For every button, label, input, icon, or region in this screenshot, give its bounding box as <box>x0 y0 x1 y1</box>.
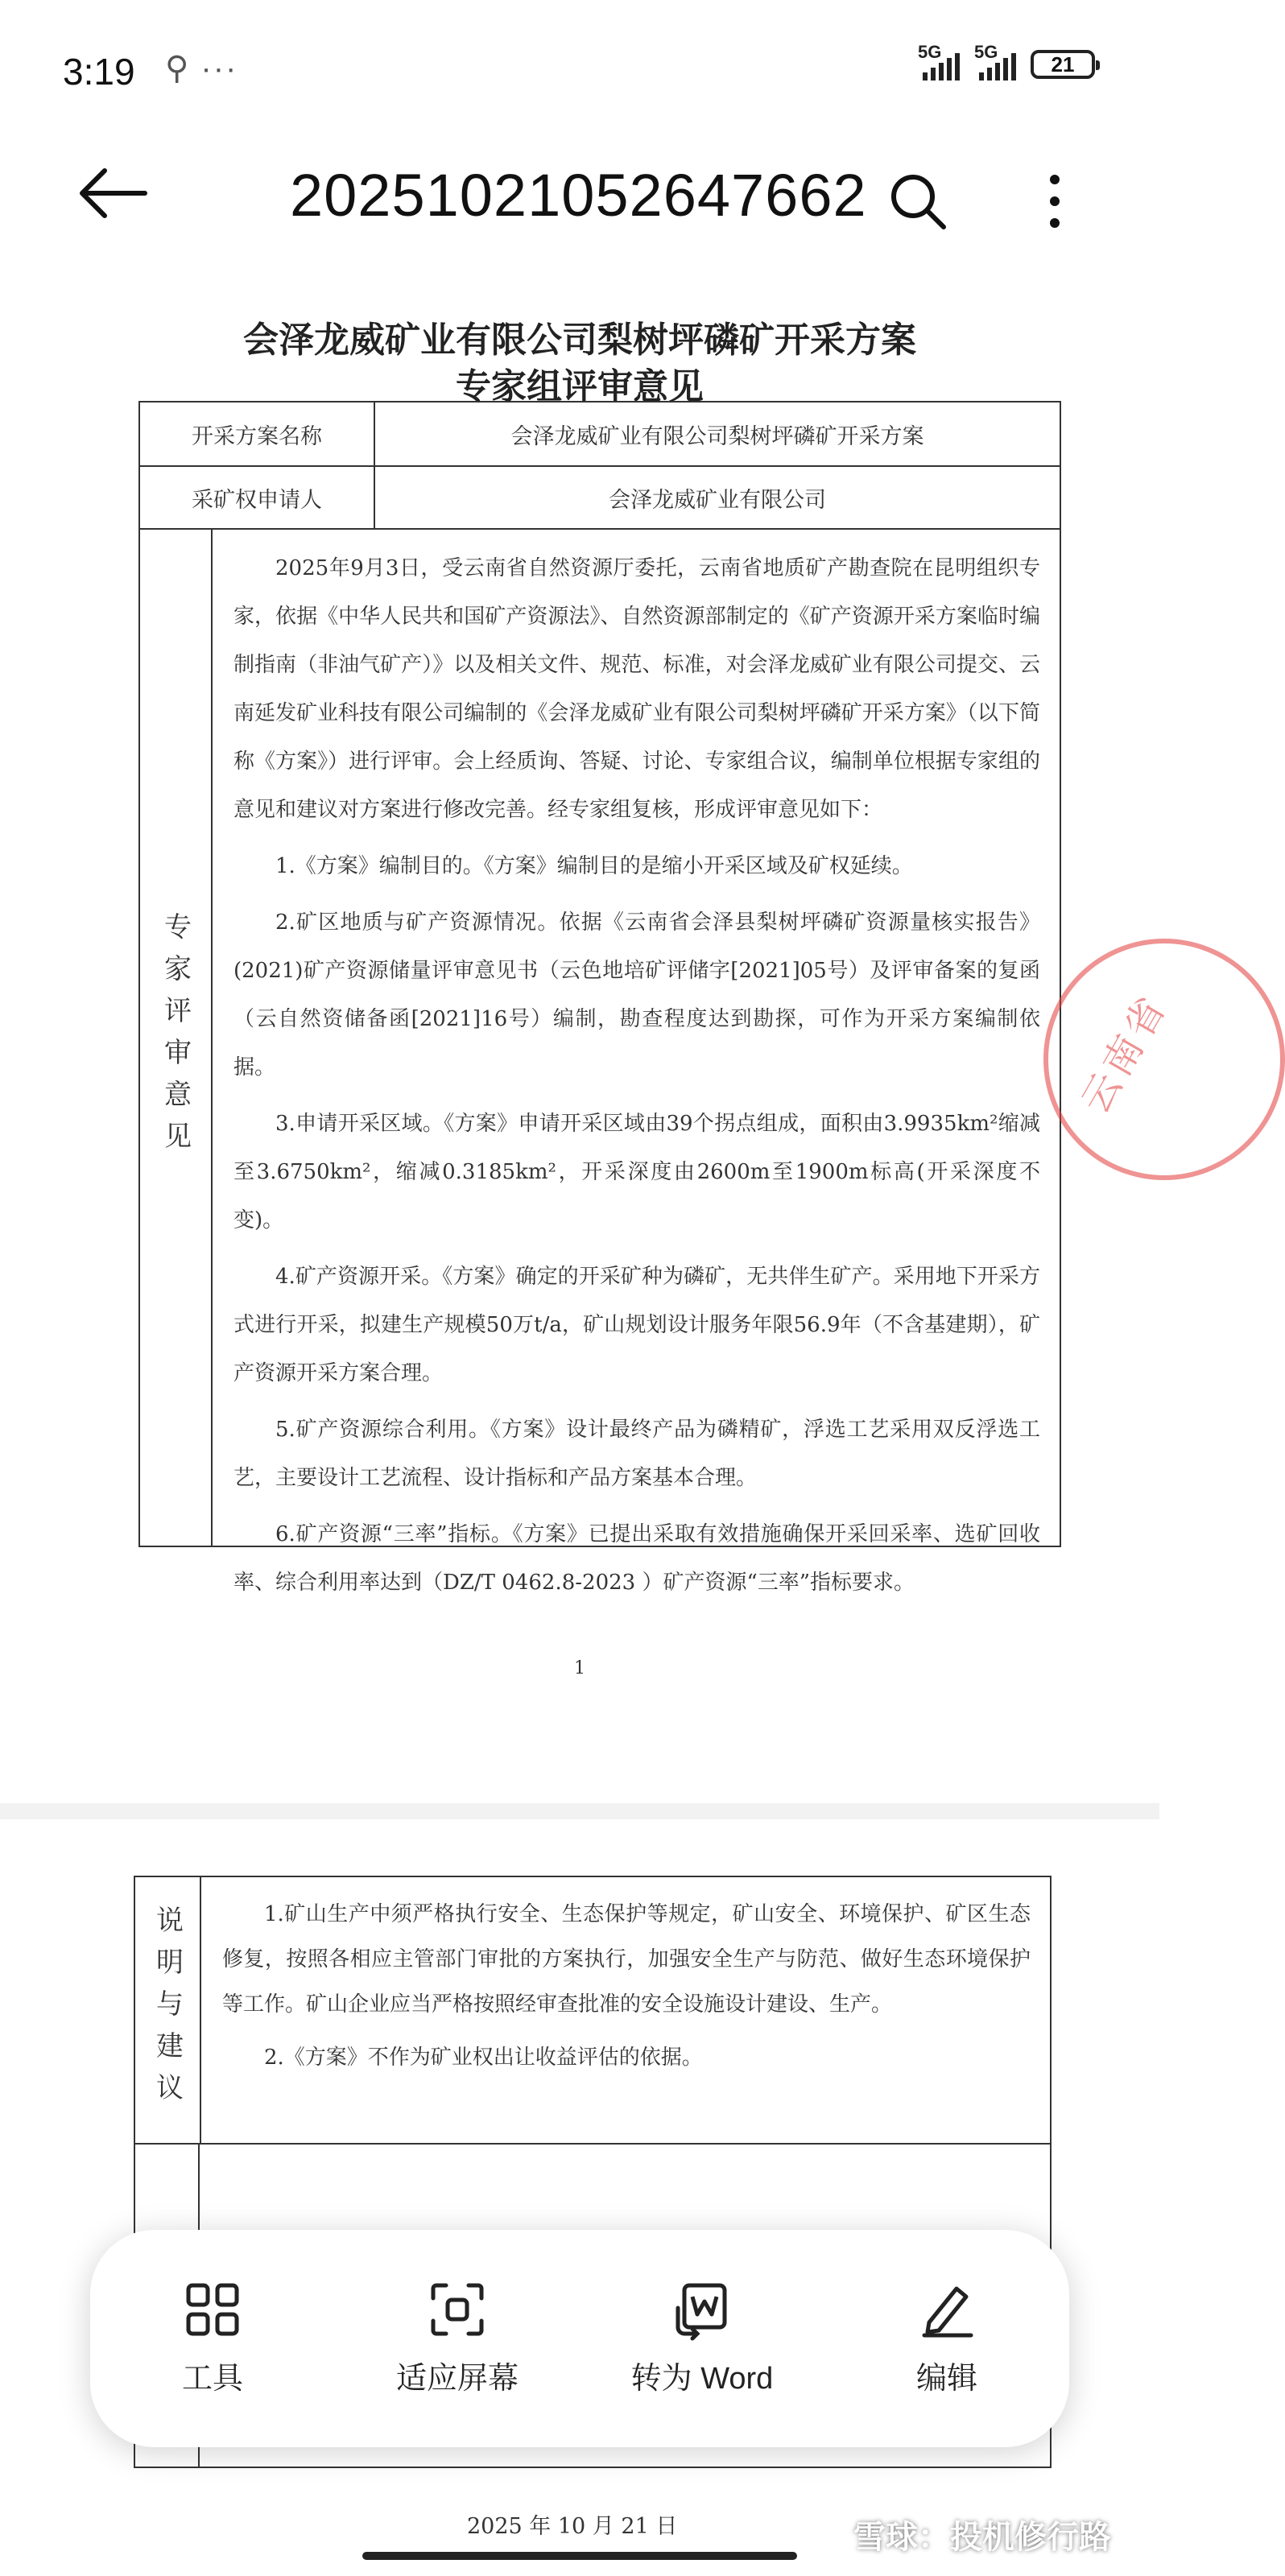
back-arrow-icon <box>72 161 153 225</box>
tools-label: 工具 <box>181 2361 243 2396</box>
opinion-paragraph: 6.矿产资源“三率”指标。《方案》已提出采取有效措施确保开采回采率、选矿回收率、综合利用率达到（DZ/T 0462.8-2023 ）矿产资源“三率”指标要求。 <box>233 1522 1040 1595</box>
grid-icon <box>184 2281 242 2339</box>
expert-opinion-body <box>213 530 1060 1595</box>
more-dot-icon <box>1050 196 1060 206</box>
opinion-paragraph: 1.《方案》编制目的。《方案》编制目的是缩小开采区域及矿权延续。 <box>275 854 913 878</box>
status-bar <box>0 0 1159 145</box>
signal-icon: 5G <box>974 48 1016 80</box>
fit-screen-button[interactable] <box>353 2281 562 2397</box>
applicant-value: 会泽龙威矿业有限公司 <box>609 487 826 513</box>
watermark: 雪球：投机修行路 <box>813 2512 1111 2557</box>
snowball-logo-icon <box>813 2523 845 2555</box>
search-button[interactable] <box>886 169 950 233</box>
table-row <box>135 1877 1050 2145</box>
table-row <box>140 530 1060 1595</box>
edit-label: 编辑 <box>915 2361 977 2396</box>
battery-icon: 21 <box>1031 50 1095 79</box>
document-date: 2025 年 10 月 21 日 <box>467 2514 678 2539</box>
convert-to-word-button[interactable] <box>597 2281 807 2397</box>
opinion-paragraph: 2025年9月3日，受云南省自然资源厅委托，云南省地质矿产勘查院在昆明组织专家，依据《中华人民共和国矿产资源法》、自然资源部制定的《矿产资源开采方案临时编制指南（非油气矿产）》以及相关文件、规范、标准，对会泽龙威矿业有限公司提交、云南延发矿业科技有限公司编制的《会泽龙威矿业有限公司梨树坪磷矿开采方案》（以下简称《方案》）进行评审。会上经质询、答疑、讨论、专家组合议，编制单位根据专家组的意见和建议对方案进行修改完善。经专家组复核，形成评审意见如下： <box>233 556 1040 822</box>
suggestions-label: 说明与建议 <box>135 1877 201 2143</box>
signal-icon: 5G <box>918 48 960 80</box>
document-heading-line1: 会泽龙威矿业有限公司梨树坪磷矿开采方案 <box>243 320 916 361</box>
status-time: 3:19 <box>63 51 135 93</box>
bottom-toolbar <box>90 2230 1069 2447</box>
document-heading-line2: 专家组评审意见 <box>456 366 704 407</box>
word-convert-icon <box>673 2281 731 2339</box>
fit-screen-icon <box>428 2281 486 2339</box>
document-page-1 <box>0 274 1177 1803</box>
fit-screen-label: 适应屏幕 <box>395 2361 519 2396</box>
page-number: 1 <box>574 1658 585 1678</box>
convert-to-word-label: 转为 Word <box>630 2361 774 2396</box>
opinion-paragraph: 5.矿产资源综合利用。《方案》设计最终产品为磷精矿，浮选工艺采用双反浮选工艺，主要设计工艺流程、设计指标和产品方案基本合理。 <box>233 1418 1040 1490</box>
search-icon <box>886 169 950 233</box>
back-button[interactable] <box>72 161 153 225</box>
more-dot-icon <box>1050 175 1060 184</box>
expert-opinion-label: 专家评审意见 <box>140 530 213 1546</box>
table-row <box>140 467 1060 530</box>
suggestions-body <box>201 1877 1050 2143</box>
opinion-paragraph: 4.矿产资源开采。《方案》确定的开采矿种为磷矿，无共伴生矿产。采用地下开采方式进行开采，拟建生产规模50万t/a，矿山规划设计服务年限56.9年（不含基建期），矿产资源开采方案合理。 <box>233 1265 1040 1385</box>
home-indicator[interactable] <box>362 2552 797 2560</box>
opinion-paragraph: 3.申请开采区域。《方案》申请开采区域由39个拐点组成，面积由3.9935km²缩减至3.6750km²，缩减0.3185km²，开采深度由2600m至1900m标高(开采深度不变)。 <box>233 1112 1040 1232</box>
applicant-label: 采矿权申请人 <box>140 467 375 528</box>
suggestion-paragraph: 1.矿山生产中须严格执行安全、生态保护等规定，矿山安全、环境保护、矿区生态修复，按照各相应主管部门审批的方案执行，加强安全生产与防范、做好生态环境保护等工作。矿山企业应当严格按照经审查批准的安全设施设计建设、生产。 <box>222 1902 1031 2017</box>
status-right <box>918 42 1095 80</box>
more-dot-icon <box>1050 218 1060 228</box>
table-row <box>140 402 1060 467</box>
tools-button[interactable] <box>108 2281 317 2397</box>
more-options-button[interactable] <box>1031 165 1079 237</box>
review-table <box>138 401 1061 1595</box>
plan-name-value: 会泽龙威矿业有限公司梨树坪磷矿开采方案 <box>510 423 924 449</box>
document-page-2 <box>0 1819 1159 2576</box>
edit-button[interactable] <box>842 2281 1052 2397</box>
official-seal: 云南省 <box>1043 939 1285 1180</box>
pencil-icon <box>918 2281 976 2339</box>
plan-name-label: 开采方案名称 <box>140 402 375 465</box>
opinion-paragraph: 2.矿区地质与矿产资源情况。依据《云南省会泽县梨树坪磷矿资源量核实报告》(2021)矿产资源储量评审意见书（云色地培矿评储字[2021]05号）及评审备案的复函（云自然资储备函[2021]16号）编制，勘查程度达到勘探，可作为开采方案编制依据。 <box>233 910 1040 1080</box>
document-title: 20251021052647662 <box>290 162 867 229</box>
suggestion-paragraph: 2.《方案》不作为矿业权出让收益评估的依据。 <box>264 2046 703 2070</box>
status-indicators: ⚲ ··· <box>165 51 238 86</box>
